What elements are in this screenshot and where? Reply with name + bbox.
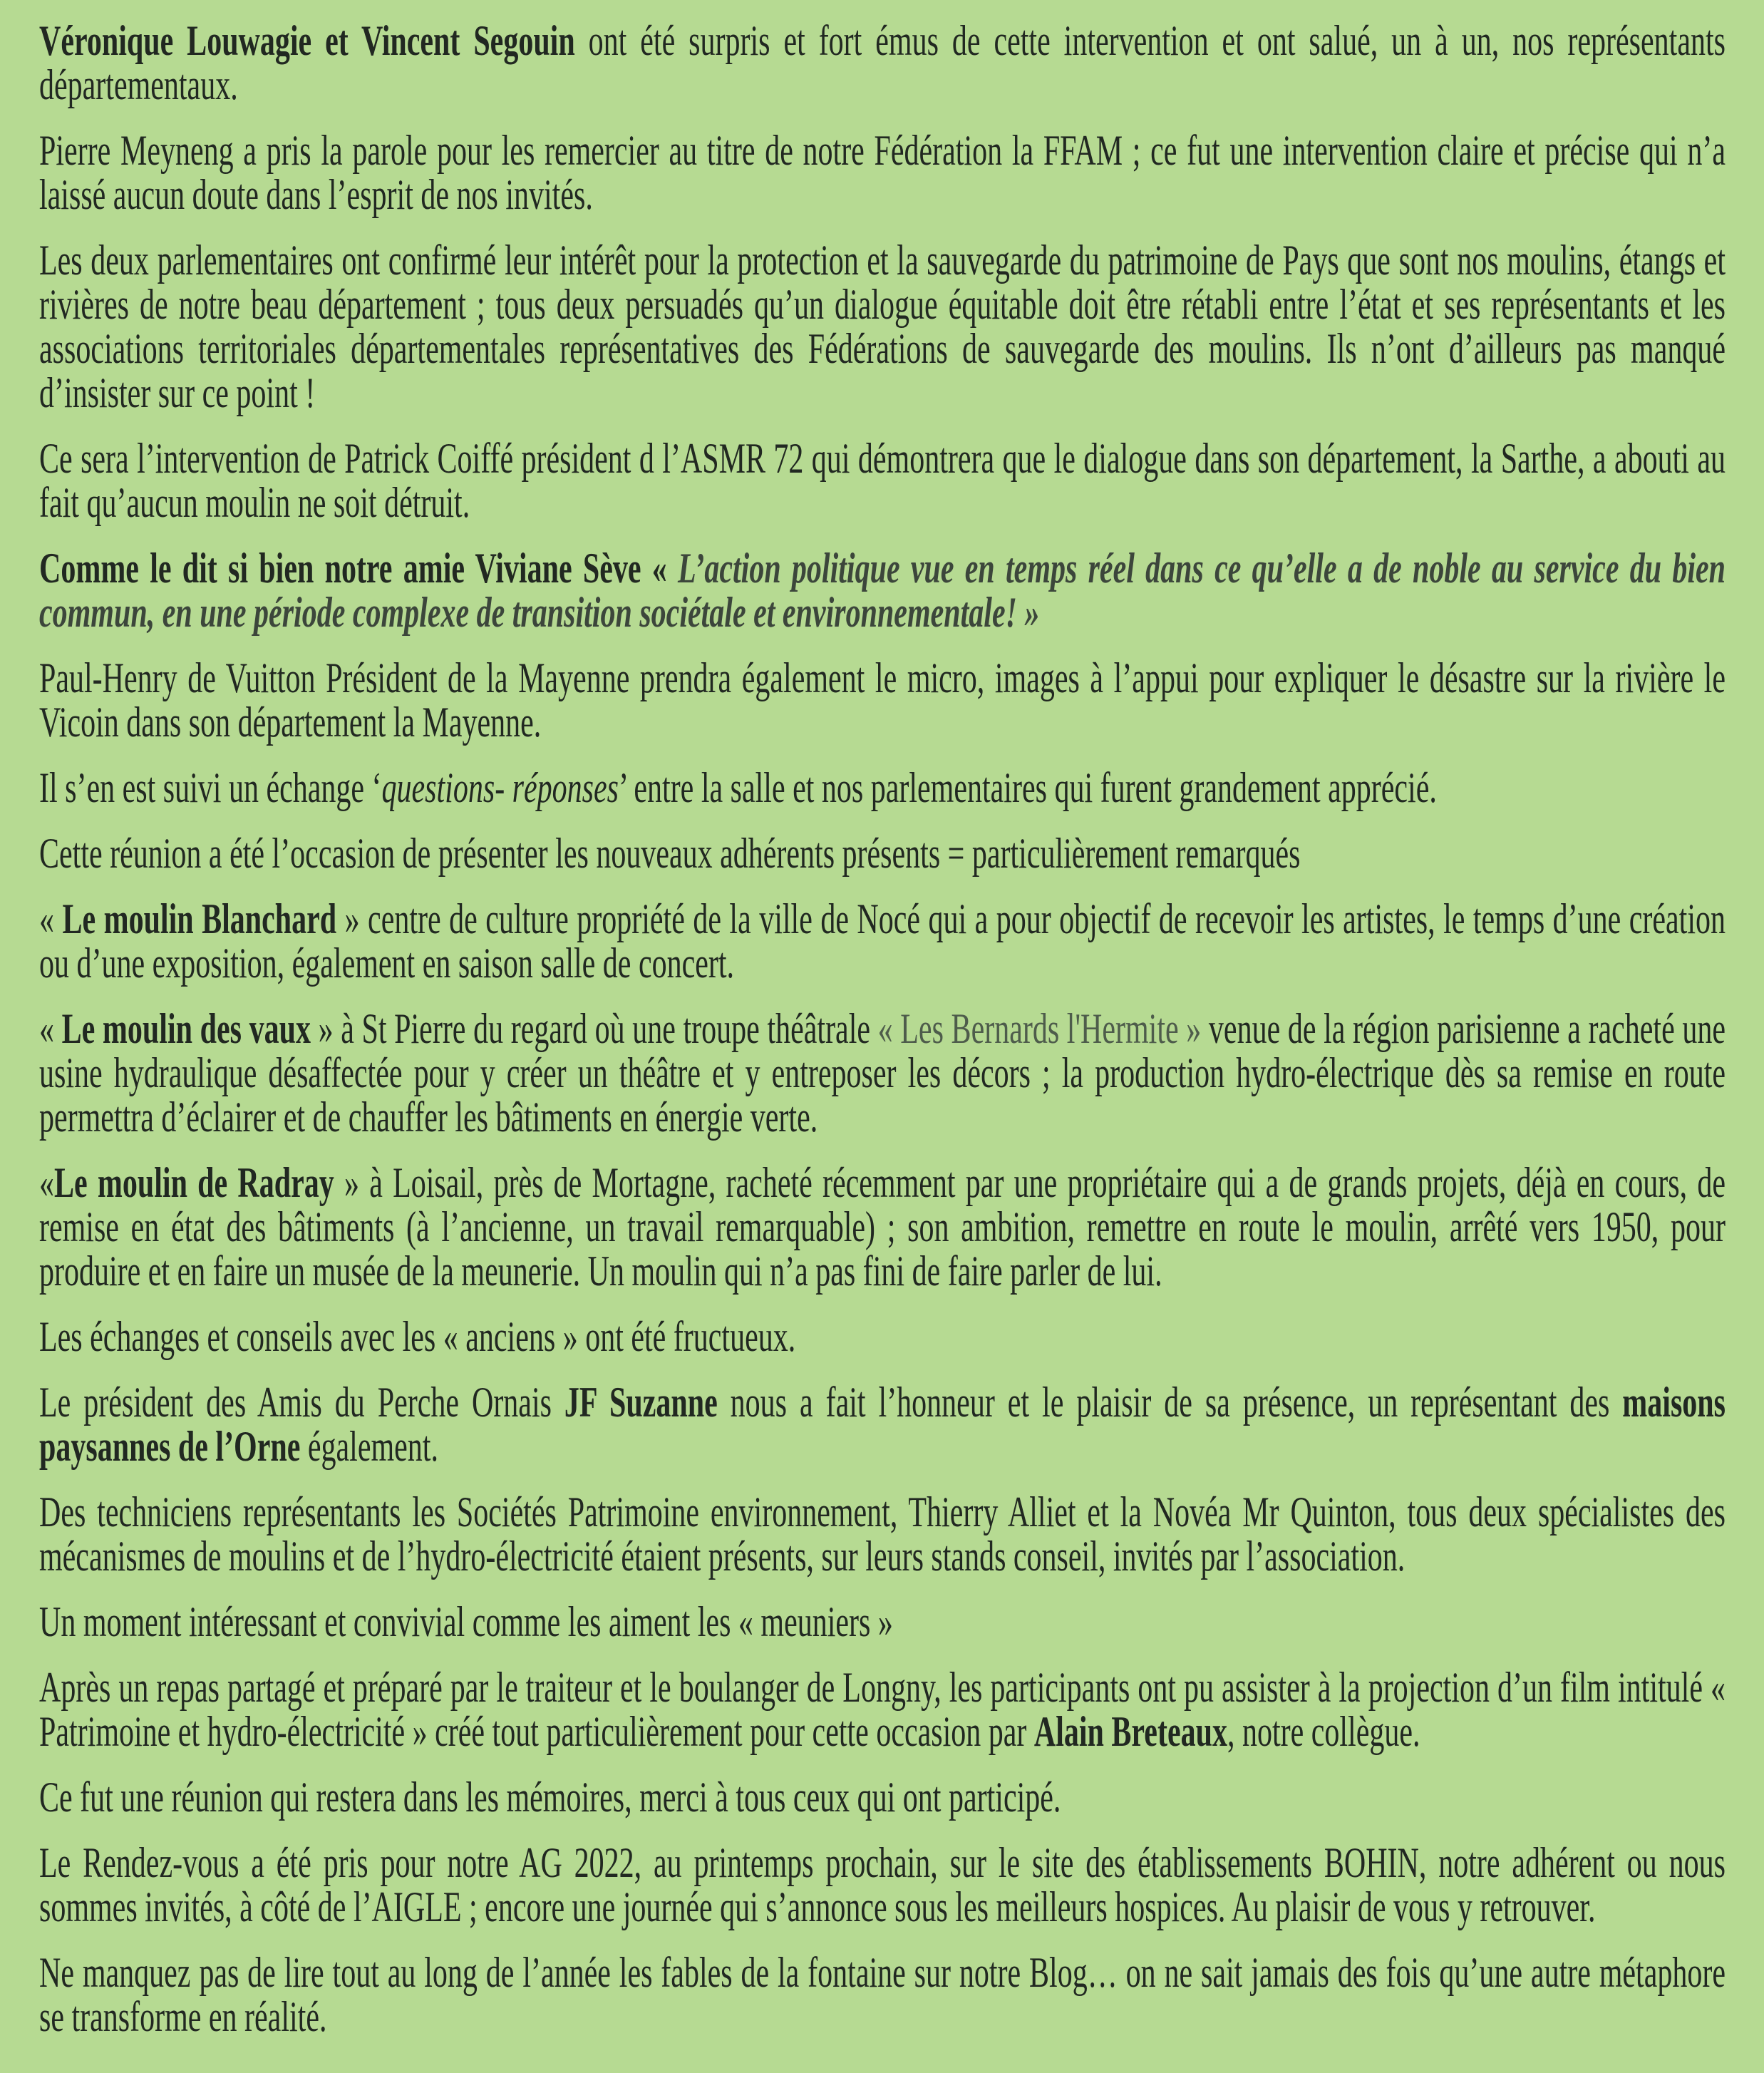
paragraph (39, 1161, 1726, 1293)
text-run: Paul-Henry de Vuitton Président de la Mayenne prendra également le micro, images à l’appui pour expliquer le désastre sur la rivière le Vicoin dans son département la Mayenne. (39, 654, 1726, 746)
text-run: Les échanges et conseils avec les « anciens » ont été fructueux. (39, 1313, 796, 1360)
text-run: Le moulin de Radray (54, 1159, 334, 1206)
text-run: Le moulin des vaux (61, 1005, 311, 1052)
text-run: Ce sera l’intervention de Patrick Coiffé président d l’ASMR 72 qui démontrera que le dialogue dans son département, la Sarthe, a abouti au fait qu’aucun moulin ne soit détruit. (39, 435, 1726, 526)
paragraph (39, 1315, 1726, 1359)
text-run: Véronique Louwagie et Vincent Segouin (39, 17, 575, 64)
text-run: Comme le dit si bien notre amie Viviane Sève « (39, 545, 679, 592)
text-run: Le président des Amis du Perche Ornais (39, 1379, 564, 1426)
text-run: » à St Pierre du regard où une troupe théâtrale (310, 1005, 878, 1052)
paragraph (39, 1775, 1726, 1819)
text-run: « (39, 1159, 54, 1206)
paragraph (39, 546, 1726, 634)
paragraph (39, 1665, 1726, 1754)
paragraph (39, 1600, 1726, 1644)
paragraph (39, 1380, 1726, 1468)
paragraph (39, 1490, 1726, 1578)
text-run: « (39, 895, 63, 942)
text-run: , notre collègue. (1227, 1708, 1420, 1755)
text-run: « (39, 1005, 62, 1052)
paragraph (39, 436, 1726, 525)
troupe-name-run: « Les Bernards l'Hermite » (877, 1005, 1202, 1052)
text-run: Après un repas partagé et préparé par le traiteur et le boulanger de Longny, les participants ont pu assister à la projection d’un film intitulé « Patrimoine et hydro-électricité » créé tout particulièrement pour cette occasion par (39, 1664, 1726, 1755)
text-run: Le Rendez-vous a été pris pour notre AG 2022, au printemps prochain, sur le site des établissements BOHIN, notre adhérent ou nous sommes invités, à côté de l’AIGLE ; encore une journée qui s’annonce sous les meilleurs hospices. Au plaisir de vous y retrouver. (39, 1839, 1726, 1930)
text-run: nous a fait l’honneur et le plaisir de sa présence, un représentant des (717, 1379, 1623, 1426)
quote-text-run: L’action politique vue en temps réel dans ce qu’elle a de noble au service du bien commun, en une période complexe de transition sociétale et environnementale! » (39, 545, 1726, 636)
paragraph (39, 1950, 1726, 2039)
paragraph (39, 656, 1726, 744)
text-run: Pierre Meyneng a pris la parole pour les remercier au titre de notre Fédération la FFAM ; ce fut une intervention claire et précise qui n’a laissé aucun doute dans l’esprit de nos invités. (39, 127, 1726, 218)
article-text-column (39, 19, 1726, 2060)
text-run: Des techniciens représentants les Sociétés Patrimoine environnement, Thierry Alliet et la Novéa Mr Quinton, tous deux spécialistes des mécanismes de moulins et de l’hydro-électricité étaient présents, sur leurs stands conseil, invités par l’association. (39, 1488, 1726, 1580)
text-run: Ne manquez pas de lire tout au long de l’année les fables de la fontaine sur notre Blog… on ne sait jamais des fois qu’une autre métaphore se transforme en réalité. (39, 1949, 1726, 2040)
text-run: Les deux parlementaires ont confirmé leur intérêt pour la protection et la sauvegarde du patrimoine de Pays que sont nos moulins, étangs et rivières de notre beau département ; tous deux persuadés qu’un dialogue équitable doit être rétabli entre l’état et ses représentants et les associations territoriales départementales représentatives des Fédérations de sauvegarde des moulins. Ils n’ont d’ailleurs pas manqué d’insister sur ce point ! (39, 237, 1726, 416)
paragraph (39, 766, 1726, 810)
text-run: maisons paysannes de l’Orne (39, 1379, 1726, 1470)
text-run: Le moulin Blanchard (62, 895, 337, 942)
paragraph (39, 897, 1726, 985)
paragraph (39, 1007, 1726, 1139)
paragraph (39, 238, 1726, 415)
paragraph (39, 831, 1726, 875)
text-run: Ce fut une réunion qui restera dans les mémoires, merci à tous ceux qui ont participé. (39, 1774, 1061, 1821)
paragraph (39, 128, 1726, 217)
text-run: Un moment intéressant et convivial comme les aiment les « meuniers » (39, 1598, 893, 1645)
text-run: venue de la région parisienne a racheté une usine hydraulique désaffectée pour y créer un théâtre et y entreposer les décors ; la production hydro-électrique dès sa remise en route permettra d’éclairer et de chauffer les bâtiments en énergie verte. (39, 1005, 1726, 1141)
paragraph (39, 19, 1726, 107)
text-run: questions- réponses (381, 764, 619, 811)
text-run: » centre de culture propriété de la ville de Nocé qui a pour objectif de recevoir les artistes, le temps d’une création ou d’une exposition, également en saison salle de concert. (39, 895, 1726, 987)
text-run: Cette réunion a été l’occasion de présenter les nouveaux adhérents présents = particulièrement remarqués (39, 830, 1301, 877)
text-run: JF Suzanne (564, 1379, 718, 1426)
paragraph (39, 1841, 1726, 1929)
text-run: ont été surpris et fort émus de cette intervention et ont salué, un à un, nos représentants départementaux. (39, 17, 1726, 108)
text-run: ’ entre la salle et nos parlementaires qui furent grandement apprécié. (619, 764, 1437, 811)
text-run: » à Loisail, près de Mortagne, racheté récemment par une propriétaire qui a de grands projets, déjà en cours, de remise en état des bâtiments (à l’ancienne, un travail remarquable) ; son ambition, remettre en route le moulin, arrêté vers 1950, pour produire et en faire un musée de la meunerie. Un moulin qui n’a pas fini de faire parler de lui. (39, 1159, 1726, 1295)
text-run: Alain Breteaux (1033, 1708, 1227, 1755)
text-run: Il s’en est suivi un échange ‘ (39, 764, 382, 811)
text-run: également. (300, 1423, 438, 1470)
